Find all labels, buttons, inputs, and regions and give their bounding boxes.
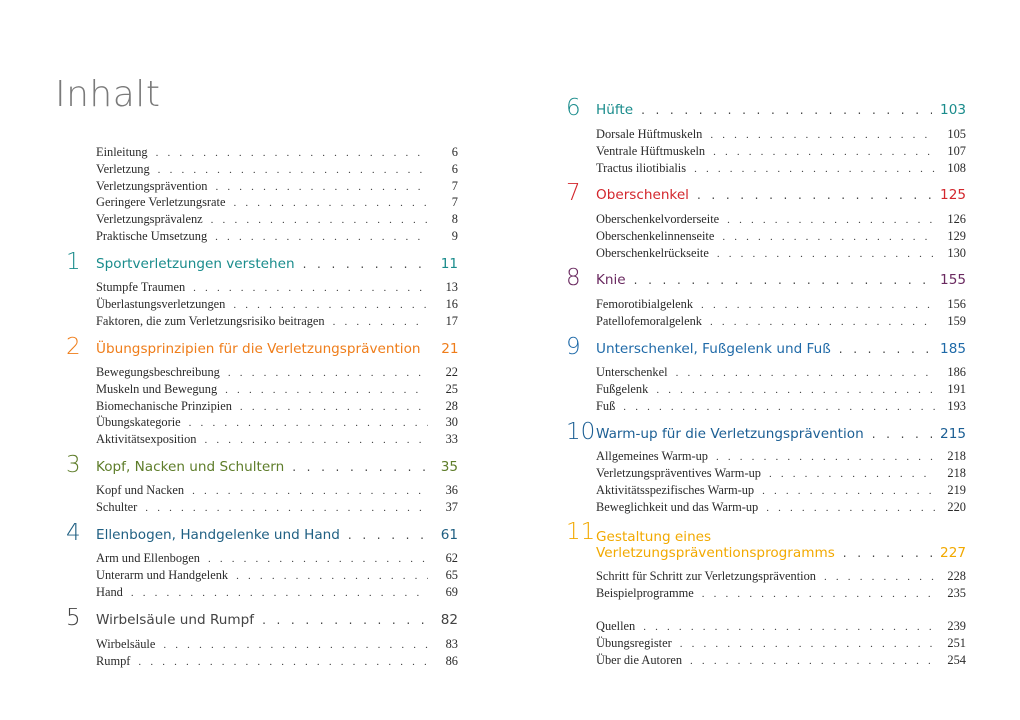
toc-entry[interactable] [596,126,966,142]
entry-label: Faktoren, die zum Verletzungsrisiko beitragen [96,314,325,328]
dot-leader [145,500,428,516]
entry-label: Unterarm und Handgelenk [96,568,229,582]
entry-label: Verletzungsprävention [96,179,208,193]
entry-label: Dorsale Hüftmuskeln [596,127,703,141]
dot-leader [722,229,936,245]
dot-leader [192,483,428,499]
entry-page: 129 [947,229,966,243]
dot-leader [769,466,936,482]
chapter-number: 8 [566,265,581,291]
dot-leader [634,273,932,287]
entry-page: 36 [445,483,458,497]
toc-entry[interactable] [96,211,458,227]
dot-leader [824,569,936,585]
entry-label: Tractus iliotibialis [596,161,687,175]
entry-label: Fuß [596,399,616,413]
chapter-heading-6[interactable] [566,96,966,124]
entry-page: 13 [445,280,458,294]
dot-leader [641,103,932,117]
chapter-number: 4 [66,520,81,546]
entry-label: Schritt für Schritt zur Verletzungsprävention [596,569,816,583]
entry-page: 62 [445,551,458,565]
toc-entry[interactable] [96,636,458,652]
chapter-number: 3 [66,452,81,478]
dot-leader [716,449,936,465]
dot-leader [205,432,429,448]
chapter-heading-3[interactable] [66,453,458,481]
chapter-heading-10[interactable] [566,420,966,448]
entry-label: Ventrale Hüftmuskeln [596,144,706,158]
toc-entry[interactable] [596,465,966,481]
toc-entry[interactable] [596,143,966,159]
toc-entry[interactable] [596,652,966,668]
entry-page: 22 [445,365,458,379]
dot-leader [193,280,428,296]
entry-label: Rumpf [96,654,131,668]
chapter-title-line2: Verletzungspräventionsprogramms [596,545,835,561]
toc-entry[interactable] [96,144,458,160]
dot-leader [694,161,936,177]
entry-page: 17 [445,314,458,328]
toc-entry[interactable] [596,482,966,498]
toc-entry[interactable] [596,568,966,584]
entry-label: Quellen [596,619,636,633]
entry-label: Stumpfe Traumen [96,280,186,294]
entry-page: 219 [947,483,966,497]
dot-leader [131,585,428,601]
toc-entry[interactable] [96,161,458,177]
chapter-title: Oberschenkel [596,187,689,203]
dot-leader [701,297,936,313]
toc-entry[interactable] [96,296,458,312]
entry-label: Übungskategorie [96,415,181,429]
dot-leader [710,314,936,330]
entry-label: Arm und Ellenbogen [96,551,200,565]
chapter-title: Knie [596,272,626,288]
toc-entry[interactable] [96,279,458,295]
chapter-page: 155 [940,272,966,288]
chapter-title-line1: Gestaltung eines [596,529,712,545]
dot-leader [710,127,936,143]
toc-entry[interactable] [96,550,458,566]
toc-entry[interactable] [596,211,966,227]
entry-page: 65 [445,568,458,582]
dot-leader [211,212,428,228]
entry-page: 126 [947,212,966,226]
dot-leader [333,314,428,330]
entry-page: 254 [947,653,966,667]
entry-page: 228 [947,569,966,583]
toc-entry[interactable] [96,431,458,447]
entry-label: Oberschenkelvorderseite [596,212,720,226]
chapter-number: 9 [566,334,581,360]
entry-page: 156 [947,297,966,311]
toc-entry[interactable] [596,313,966,329]
dot-leader [225,382,428,398]
chapter-heading-1[interactable] [66,250,458,278]
toc-entry[interactable] [96,364,458,380]
entry-page: 159 [947,314,966,328]
entry-page: 220 [947,500,966,514]
dot-leader [156,145,428,161]
entry-page: 107 [947,144,966,158]
toc-entry[interactable] [596,635,966,651]
entry-label: Einleitung [96,145,148,159]
toc-entry[interactable] [96,567,458,583]
entry-label: Hand [96,585,123,599]
entry-page: 30 [445,415,458,429]
chapter-heading-8[interactable] [566,266,966,294]
toc-entry[interactable] [596,499,966,515]
entry-label: Allgemeines Warm-up [596,449,708,463]
entry-page: 6 [451,162,458,176]
entry-page: 8 [451,212,458,226]
chapter-page: 103 [940,102,966,118]
entry-label: Übungsregister [596,636,672,650]
entry-page: 16 [445,297,458,311]
entry-page: 108 [947,161,966,175]
dot-leader [690,653,936,669]
page-title: Inhalt [55,74,161,115]
toc-entry[interactable] [596,618,966,634]
chapter-heading-4[interactable] [66,521,458,549]
chapter-page: 82 [440,612,458,628]
entry-label: Muskeln und Bewegung [96,382,218,396]
chapter-page: 21 [441,341,459,357]
entry-label: Aktivitätsexposition [96,432,197,446]
chapter-title: Unterschenkel, Fußgelenk und Fuß [596,341,831,357]
dot-leader [762,483,936,499]
dot-leader [656,382,936,398]
toc-entry[interactable] [596,364,966,380]
chapter-page: 11 [440,256,458,272]
entry-page: 218 [947,449,966,463]
dot-leader [839,342,932,356]
dot-leader [189,415,428,431]
toc-entry[interactable] [96,482,458,498]
chapter-heading-2[interactable] [66,335,458,363]
entry-label: Oberschenkelinnenseite [596,229,715,243]
entry-label: Biomechanische Prinzipien [96,399,232,413]
entry-label: Fußgelenk [596,382,649,396]
chapter-page: 61 [440,527,458,543]
dot-leader [843,546,932,560]
dot-leader [228,365,428,381]
chapter-number: 10 [566,419,596,445]
entry-page: 25 [445,382,458,396]
entry-label: Überlastungsverletzungen [96,297,226,311]
toc-entry[interactable] [596,245,966,261]
entry-label: Aktivitätsspezifisches Warm-up [596,483,755,497]
entry-label: Geringere Verletzungsrate [96,195,226,209]
dot-leader [643,619,936,635]
dot-leader [215,229,428,245]
entry-page: 83 [445,637,458,651]
entry-page: 86 [445,654,458,668]
chapter-number: 2 [66,334,81,360]
dot-leader [702,586,936,602]
dot-leader [158,162,428,178]
chapter-page: 125 [940,187,966,203]
dot-leader [233,297,428,313]
chapter-page: 185 [940,341,966,357]
dot-leader [717,246,936,262]
chapter-title: Ellenbogen, Handgelenke und Hand [96,527,340,543]
entry-label: Verletzungspräventives Warm-up [596,466,761,480]
chapter-heading-11[interactable] [566,521,966,567]
entry-page: 33 [445,432,458,446]
dot-leader [292,460,428,474]
entry-page: 7 [451,195,458,209]
chapter-title: Sportverletzungen verstehen [96,256,295,272]
entry-page: 130 [947,246,966,260]
entry-page: 186 [947,365,966,379]
toc-entry[interactable] [596,160,966,176]
entry-page: 7 [451,179,458,193]
entry-label: Kopf und Nacken [96,483,185,497]
toc-entry[interactable] [96,194,458,210]
chapter-number: 6 [566,95,581,121]
toc-entry[interactable] [596,381,966,397]
dot-leader [697,188,932,202]
toc-entry[interactable] [96,414,458,430]
toc-entry[interactable] [96,653,458,669]
entry-page: 28 [445,399,458,413]
entry-page: 235 [947,586,966,600]
toc-entry[interactable] [96,499,458,515]
toc-entry[interactable] [96,584,458,600]
dot-leader [348,528,428,542]
entry-page: 69 [445,585,458,599]
dot-leader [240,399,428,415]
entry-label: Patellofemoralgelenk [596,314,702,328]
toc-entry[interactable] [96,313,458,329]
chapter-number: 5 [66,605,81,631]
chapter-number: 1 [66,249,81,275]
dot-leader [680,636,936,652]
dot-leader [303,257,428,271]
entry-page: 105 [947,127,966,141]
dot-leader [872,427,932,441]
toc-entry[interactable] [96,398,458,414]
entry-label: Oberschenkelrückseite [596,246,709,260]
entry-page: 218 [947,466,966,480]
entry-page: 251 [947,636,966,650]
chapter-heading-7[interactable] [566,181,966,209]
toc-entry[interactable] [96,381,458,397]
toc-entry[interactable] [596,398,966,414]
entry-label: Verletzungsprävalenz [96,212,203,226]
dot-leader [233,195,428,211]
toc-entry[interactable] [96,228,458,244]
entry-label: Femorotibialgelenk [596,297,694,311]
dot-leader [236,568,428,584]
chapter-page: 227 [940,545,966,561]
chapter-number: 7 [566,180,581,206]
toc-entry[interactable] [596,228,966,244]
entry-label: Bewegungsbeschreibung [96,365,220,379]
chapter-heading-5[interactable] [66,606,458,634]
dot-leader [727,212,936,228]
chapter-heading-9[interactable] [566,335,966,363]
chapter-page: 215 [940,426,966,442]
chapter-title: Warm-up für die Verletzungsprävention [596,426,864,442]
toc-entry[interactable] [596,585,966,601]
entry-label: Schulter [96,500,138,514]
dot-leader [262,613,428,627]
chapter-number: 11 [566,519,596,545]
entry-label: Unterschenkel [596,365,668,379]
entry-page: 239 [947,619,966,633]
dot-leader [208,551,428,567]
dot-leader [766,500,936,516]
dot-leader [623,399,936,415]
entry-page: 37 [445,500,458,514]
entry-label: Beweglichkeit und das Warm-up [596,500,759,514]
toc-entry[interactable] [596,296,966,312]
dot-leader [138,654,428,670]
entry-label: Beispielprogramme [596,586,694,600]
entry-page: 6 [451,145,458,159]
dot-leader [676,365,936,381]
chapter-page: 35 [440,459,458,475]
dot-leader [163,637,428,653]
entry-page: 191 [947,382,966,396]
toc-entry[interactable] [96,178,458,194]
entry-label: Verletzung [96,162,150,176]
dot-leader [713,144,936,160]
chapter-title: Übungsprinzipien für die Verletzungsprävention [96,341,421,357]
entry-label: Über die Autoren [596,653,683,667]
entry-label: Praktische Umsetzung [96,229,208,243]
entry-page: 9 [451,229,458,243]
chapter-title: Hüfte [596,102,634,118]
toc-entry[interactable] [596,448,966,464]
entry-page: 193 [947,399,966,413]
entry-label: Wirbelsäule [96,637,156,651]
chapter-title: Wirbelsäule und Rumpf [96,612,255,628]
chapter-title: Kopf, Nacken und Schultern [96,459,285,475]
dot-leader [215,179,428,195]
